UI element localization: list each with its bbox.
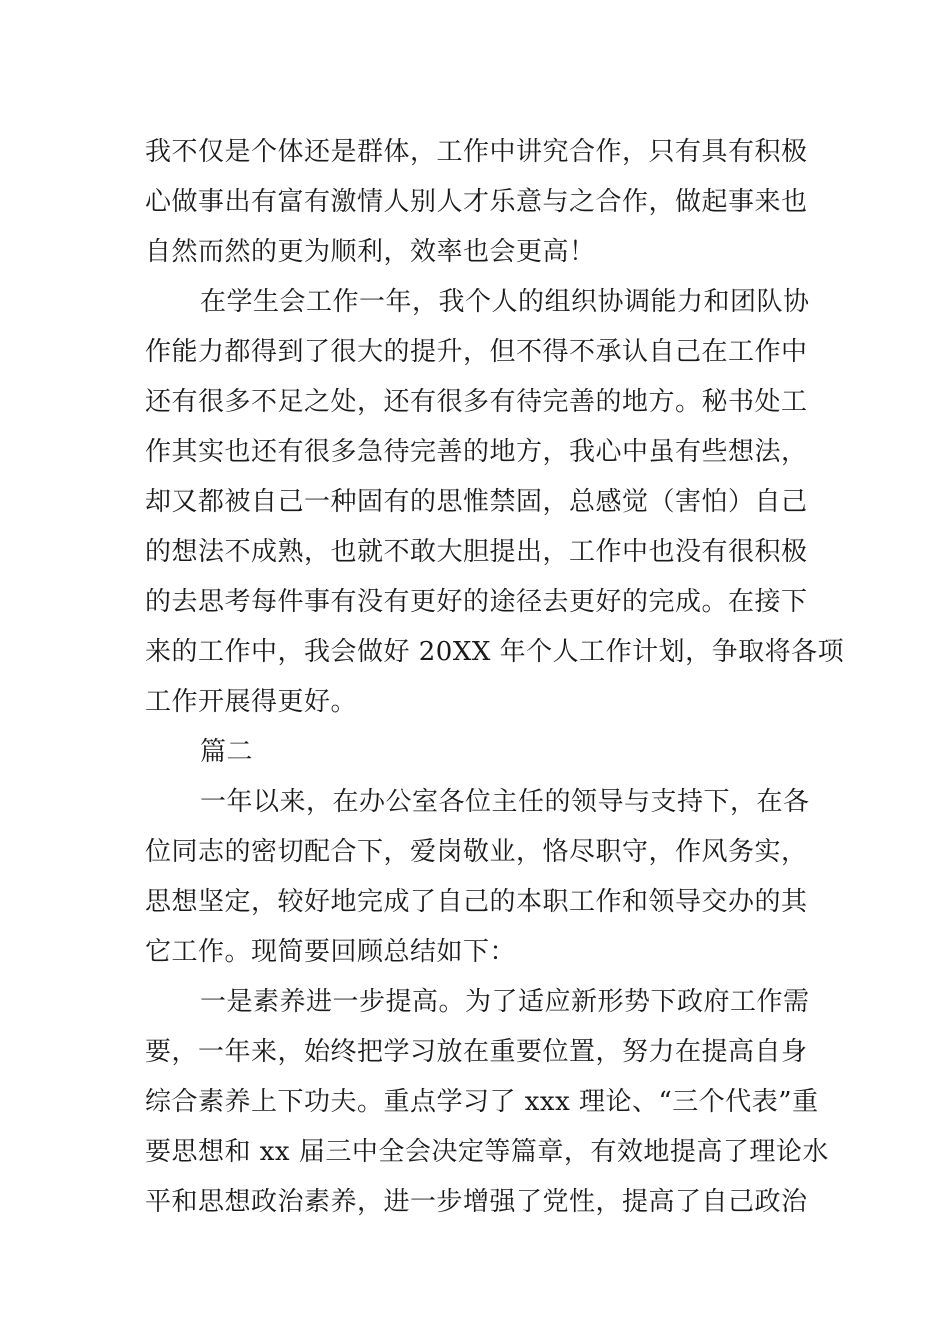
text-line: 工作开展得更好。 bbox=[145, 687, 358, 717]
text-line: 它工作。现简要回顾总结如下： bbox=[145, 937, 517, 967]
text-line: 一年以来，在办公室各位主任的领导与支持下，在各 bbox=[200, 787, 810, 817]
text-line: 却又都被自己一种固有的思惟禁固，总感觉（害怕）自己 bbox=[145, 487, 808, 517]
text-line: 来的工作中，我会做好 20XX 年个人工作计划，争取将各项 bbox=[145, 637, 845, 667]
text-line: 平和思想政治素养，进一步增强了党性，提高了自己政治 bbox=[145, 1187, 808, 1217]
text-line: 思想坚定，较好地完成了自己的本职工作和领导交办的其 bbox=[145, 887, 808, 917]
text-line: 心做事出有富有激情人别人才乐意与之合作，做起事来也 bbox=[145, 187, 808, 217]
text-line: 作其实也还有很多急待完善的地方，我心中虽有些想法， bbox=[145, 437, 808, 467]
text-line: 我不仅是个体还是群体，工作中讲究合作，只有具有积极 bbox=[145, 137, 808, 167]
text-line: 篇二 bbox=[200, 737, 254, 767]
text-line: 的去思考每件事有没有更好的途径去更好的完成。在接下 bbox=[145, 587, 808, 617]
text-line: 要思想和 xx 届三中全会决定等篇章，有效地提高了理论水 bbox=[145, 1137, 829, 1167]
text-line: 的想法不成熟，也就不敢大胆提出，工作中也没有很积极 bbox=[145, 537, 808, 567]
text-line: 作能力都得到了很大的提升，但不得不承认自己在工作中 bbox=[145, 337, 808, 367]
text-line: 一是素养进一步提高。为了适应新形势下政府工作需 bbox=[200, 987, 810, 1017]
text-line: 在学生会工作一年，我个人的组织协调能力和团队协 bbox=[200, 287, 810, 317]
text-line: 要，一年来，始终把学习放在重要位置，努力在提高自身 bbox=[145, 1037, 808, 1067]
text-line: 自然而然的更为顺利，效率也会更高！ bbox=[145, 237, 596, 267]
text-line: 综合素养上下功夫。重点学习了 xxx 理论、“三个代表”重 bbox=[145, 1087, 819, 1117]
text-line: 位同志的密切配合下，爱岗敬业，恪尽职守，作风务实， bbox=[145, 837, 808, 867]
document-body bbox=[145, 127, 845, 1227]
text-line: 还有很多不足之处，还有很多有待完善的地方。秘书处工 bbox=[145, 387, 808, 417]
